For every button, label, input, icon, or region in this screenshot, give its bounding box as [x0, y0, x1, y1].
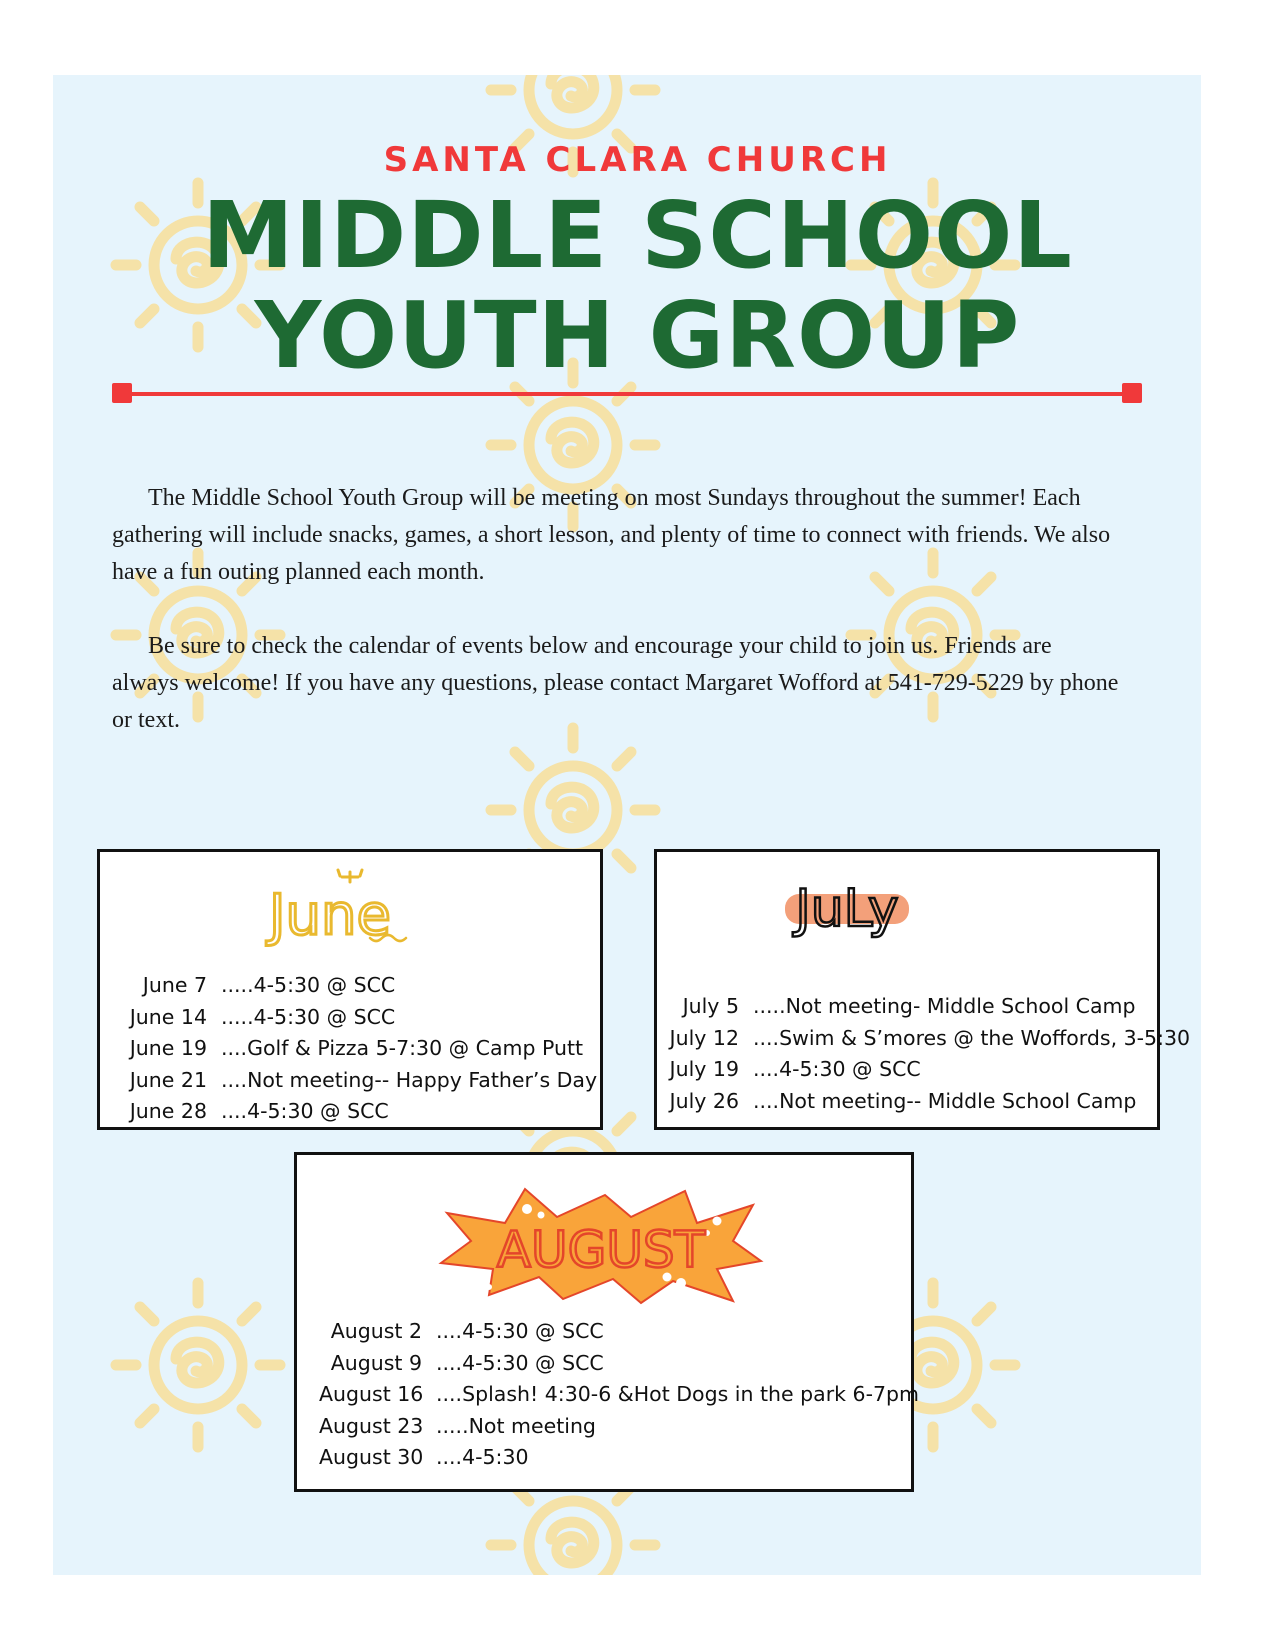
event-date: July 5 [682, 994, 739, 1018]
page-title-line-2: YOUTH GROUP [254, 282, 1021, 389]
july-heading-art [779, 864, 919, 954]
event-date: August 23 [319, 1413, 424, 1438]
event-date: July 12 [669, 1025, 739, 1050]
july-event-list [661, 991, 1190, 1117]
august-heading: AUGUST [496, 1221, 706, 1279]
list-item [122, 1065, 597, 1097]
event-detail: ....Golf & Pizza 5-7:30 @ Camp Putt [221, 1036, 584, 1060]
event-date: July 26 [669, 1088, 739, 1113]
event-detail: ....Not meeting-- Middle School Camp [753, 1088, 1137, 1113]
june-heading-art [250, 868, 420, 952]
event-date: June 14 [129, 1004, 207, 1029]
list-item [661, 1023, 1190, 1055]
list-item [319, 1379, 919, 1411]
event-detail: ....4-5:30 @ SCC [436, 1319, 604, 1343]
list-item [661, 1054, 1190, 1086]
event-detail: ....4-5:30 [436, 1445, 529, 1469]
intro-text [112, 480, 1122, 776]
event-detail: ....4-5:30 @ SCC [753, 1057, 921, 1081]
event-date: June 21 [129, 1067, 207, 1092]
event-date: August 16 [319, 1382, 424, 1406]
list-item [122, 1033, 597, 1065]
event-date: July 19 [669, 1057, 739, 1081]
event-detail: ....4-5:30 @ SCC [436, 1350, 604, 1375]
june-event-list [122, 970, 597, 1128]
list-item [319, 1348, 919, 1380]
page-title-line-1: MIDDLE SCHOOL [202, 182, 1073, 289]
church-name: SANTA CLARA CHURCH [383, 140, 892, 180]
august-event-list [319, 1316, 919, 1474]
list-item [319, 1411, 919, 1443]
list-item [122, 970, 597, 1002]
event-date: June 7 [142, 973, 207, 997]
list-item [661, 991, 1190, 1023]
list-item [122, 1002, 597, 1034]
june-calendar [97, 849, 603, 1130]
list-item [661, 1086, 1190, 1118]
event-date: June 19 [129, 1036, 207, 1060]
event-date: August 2 [330, 1319, 422, 1343]
event-date: August 30 [319, 1445, 424, 1469]
event-detail: ....Splash! 4:30-6 &Hot Dogs in the park 6-7pm [436, 1382, 920, 1406]
event-date: August 9 [330, 1350, 422, 1375]
july-heading: JuLy [795, 879, 899, 939]
title-divider [112, 383, 1142, 405]
august-calendar [294, 1152, 920, 1492]
event-detail: .....Not meeting- Middle School Camp [753, 994, 1136, 1018]
event-detail: ....Swim & S’mores @ the Woffords, 3-5:30 [753, 1025, 1191, 1050]
event-detail: ....Not meeting-- Happy Father’s Day [221, 1067, 598, 1092]
event-date: June 28 [129, 1099, 207, 1123]
intro-paragraph-1: The Middle School Youth Group will be meeting on most Sundays throughout the summer! Each gathering will include snacks, games, a short lesson, and plenty of time to connect with friends. We also have a fun outing planned each month. [112, 485, 1111, 585]
event-detail: .....4-5:30 @ SCC [221, 1004, 396, 1029]
list-item [319, 1442, 919, 1474]
event-detail: ....4-5:30 @ SCC [221, 1099, 389, 1123]
list-item [122, 1096, 597, 1128]
event-detail: .....4-5:30 @ SCC [221, 973, 396, 997]
intro-paragraph-2: Be sure to check the calendar of events below and encourage your child to join us. Friends are always welcome! If you have any questions, please contact Margaret Wofford at 541-729-5229 by phone or text. [112, 633, 1119, 733]
august-heading-art [435, 1183, 765, 1305]
list-item [319, 1316, 919, 1348]
july-calendar [654, 849, 1191, 1130]
june-heading: June [269, 883, 391, 948]
event-detail: .....Not meeting [436, 1413, 596, 1438]
